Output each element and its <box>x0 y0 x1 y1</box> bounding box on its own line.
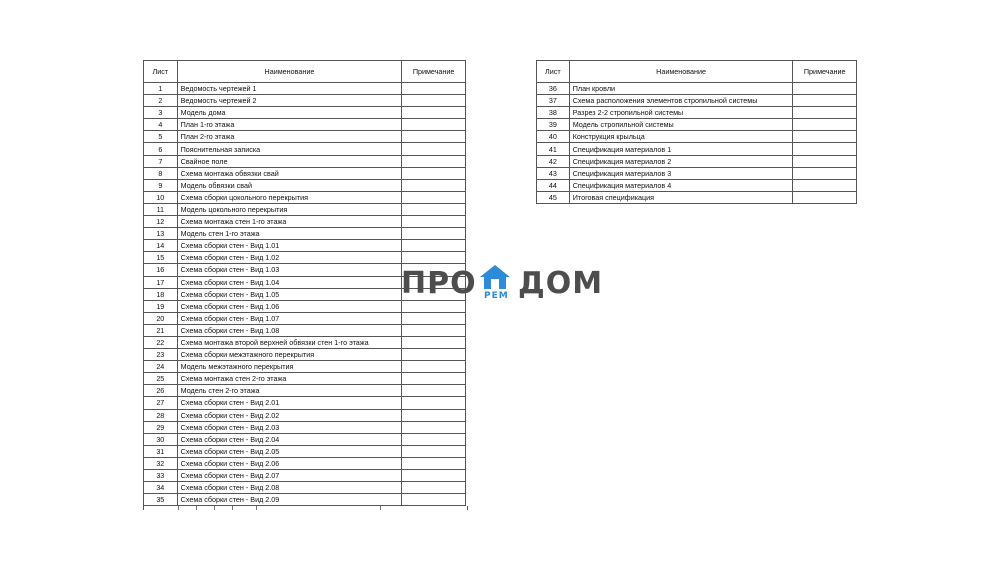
sheet-number: 15 <box>144 252 178 264</box>
table-row <box>144 143 466 155</box>
table-row <box>144 361 466 373</box>
table-row <box>144 119 466 131</box>
stub-line <box>196 506 197 510</box>
sheet-name: Схема монтажа второй верхней обвязки стен 1-го этажа <box>177 336 402 348</box>
header-note: Примечание <box>793 61 857 83</box>
sheet-note <box>402 457 466 469</box>
sheet-number: 18 <box>144 288 178 300</box>
sheet-name: Схема сборки стен - Вид 1.08 <box>177 324 402 336</box>
table-row <box>144 457 466 469</box>
sheet-number: 22 <box>144 336 178 348</box>
sheet-number: 42 <box>537 155 570 167</box>
table-row <box>144 131 466 143</box>
table-row <box>144 83 466 95</box>
sheet-name: Конструкция крыльца <box>569 131 793 143</box>
header-sheet: Лист <box>537 61 570 83</box>
sheet-name: Разрез 2-2 стропильной системы <box>569 107 793 119</box>
sheet-number: 39 <box>537 119 570 131</box>
sheet-note <box>402 324 466 336</box>
sheet-number: 41 <box>537 143 570 155</box>
sheet-note <box>402 385 466 397</box>
sheet-note <box>793 143 857 155</box>
sheet-name: Схема сборки стен - Вид 2.09 <box>177 494 402 506</box>
sheet-note <box>402 119 466 131</box>
sheet-name: Модель цокольного перекрытия <box>177 203 402 215</box>
table-row <box>537 191 857 203</box>
table-row <box>144 312 466 324</box>
table-row <box>144 397 466 409</box>
sheet-note <box>793 191 857 203</box>
sheet-name: Пояснительная записка <box>177 143 402 155</box>
table-row <box>537 119 857 131</box>
table-row <box>144 421 466 433</box>
table-row <box>537 95 857 107</box>
table-row <box>144 95 466 107</box>
sheet-note <box>402 312 466 324</box>
header-name: Наименование <box>177 61 402 83</box>
table-row <box>537 167 857 179</box>
sheet-number: 20 <box>144 312 178 324</box>
sheet-note <box>402 155 466 167</box>
house-icon <box>479 264 511 290</box>
sheet-number: 27 <box>144 397 178 409</box>
sheet-name: Модель стен 1-го этажа <box>177 228 402 240</box>
sheet-number: 12 <box>144 216 178 228</box>
table-row <box>144 433 466 445</box>
stub-line <box>214 506 215 510</box>
sheet-name: Схема сборки стен - Вид 1.03 <box>177 264 402 276</box>
sheet-note <box>402 216 466 228</box>
logo-small-text: РЕМ <box>484 291 509 301</box>
sheet-number: 11 <box>144 203 178 215</box>
sheet-number: 23 <box>144 349 178 361</box>
sheet-name: Свайное поле <box>177 155 402 167</box>
table-row <box>144 228 466 240</box>
header-sheet: Лист <box>144 61 178 83</box>
sheet-name: План 1-го этажа <box>177 119 402 131</box>
sheet-number: 6 <box>144 143 178 155</box>
sheet-number: 32 <box>144 457 178 469</box>
sheet-name: Схема расположения элементов стропильной системы <box>569 95 793 107</box>
stub-line <box>178 506 179 510</box>
sheet-number: 21 <box>144 324 178 336</box>
sheet-name: Модель стропильной системы <box>569 119 793 131</box>
table-row <box>144 203 466 215</box>
sheet-number: 29 <box>144 421 178 433</box>
sheet-note <box>402 470 466 482</box>
table-body-right <box>537 83 857 204</box>
sheet-number: 16 <box>144 264 178 276</box>
sheet-note <box>402 397 466 409</box>
table-row <box>144 470 466 482</box>
table-row <box>144 179 466 191</box>
logo-left-word: ПРО <box>401 266 477 301</box>
table-row <box>537 107 857 119</box>
drawing-list-table-right <box>536 60 857 204</box>
sheet-name: Схема монтажа обвязки свай <box>177 167 402 179</box>
sheet-number: 25 <box>144 373 178 385</box>
sheet-number: 14 <box>144 240 178 252</box>
sheet-name: Схема сборки стен - Вид 1.02 <box>177 252 402 264</box>
table-header-row <box>537 61 857 83</box>
table-row <box>144 494 466 506</box>
sheet-note <box>402 361 466 373</box>
stub-line <box>232 506 233 510</box>
table-continuation-stub <box>143 506 468 510</box>
sheet-name: Модель стен 2-го этажа <box>177 385 402 397</box>
sheet-note <box>402 373 466 385</box>
sheet-name: Спецификация материалов 2 <box>569 155 793 167</box>
sheet-name: Схема сборки стен - Вид 2.03 <box>177 421 402 433</box>
table-row <box>144 324 466 336</box>
table-row <box>144 482 466 494</box>
sheet-number: 9 <box>144 179 178 191</box>
sheet-name: План 2-го этажа <box>177 131 402 143</box>
table-row <box>144 409 466 421</box>
sheet-number: 40 <box>537 131 570 143</box>
sheet-name: Схема сборки стен - Вид 1.05 <box>177 288 402 300</box>
sheet-name: Схема сборки стен - Вид 2.08 <box>177 482 402 494</box>
sheet-note <box>402 421 466 433</box>
sheet-number: 38 <box>537 107 570 119</box>
sheet-note <box>402 143 466 155</box>
sheet-number: 3 <box>144 107 178 119</box>
sheet-note <box>402 228 466 240</box>
sheet-number: 30 <box>144 433 178 445</box>
sheet-number: 35 <box>144 494 178 506</box>
table-row <box>144 349 466 361</box>
sheet-note <box>402 409 466 421</box>
sheet-number: 37 <box>537 95 570 107</box>
sheet-number: 31 <box>144 445 178 457</box>
sheet-note <box>402 179 466 191</box>
prodom-logo <box>401 262 604 306</box>
sheet-number: 5 <box>144 131 178 143</box>
stub-line <box>256 506 257 510</box>
table-row <box>537 131 857 143</box>
sheet-note <box>402 131 466 143</box>
sheet-note <box>793 83 857 95</box>
table-row <box>537 83 857 95</box>
logo-right-word: ДОМ <box>518 266 604 301</box>
sheet-number: 10 <box>144 191 178 203</box>
sheet-name: Схема сборки стен - Вид 2.02 <box>177 409 402 421</box>
table-row <box>144 385 466 397</box>
sheet-name: Схема сборки стен - Вид 2.04 <box>177 433 402 445</box>
header-note: Примечание <box>402 61 466 83</box>
sheet-name: Схема сборки стен - Вид 2.01 <box>177 397 402 409</box>
table-row <box>537 179 857 191</box>
sheet-number: 43 <box>537 167 570 179</box>
table-row <box>144 167 466 179</box>
sheet-note <box>402 191 466 203</box>
sheet-note <box>793 131 857 143</box>
sheet-note <box>402 167 466 179</box>
header-name: Наименование <box>569 61 793 83</box>
sheet-note <box>402 482 466 494</box>
sheet-number: 44 <box>537 179 570 191</box>
sheet-name: Схема сборки стен - Вид 1.07 <box>177 312 402 324</box>
sheet-name: Схема сборки стен - Вид 2.05 <box>177 445 402 457</box>
sheet-note <box>793 95 857 107</box>
sheet-number: 8 <box>144 167 178 179</box>
sheet-number: 28 <box>144 409 178 421</box>
table-row <box>144 155 466 167</box>
sheet-name: Спецификация материалов 1 <box>569 143 793 155</box>
sheet-number: 36 <box>537 83 570 95</box>
table-row <box>537 143 857 155</box>
sheet-name: Схема сборки стен - Вид 1.04 <box>177 276 402 288</box>
sheet-note <box>402 349 466 361</box>
table-row <box>144 373 466 385</box>
stub-line <box>380 506 381 510</box>
sheet-name: Модель межэтажного перекрытия <box>177 361 402 373</box>
sheet-note <box>793 155 857 167</box>
sheet-name: Спецификация материалов 4 <box>569 179 793 191</box>
sheet-name: Ведомость чертежей 1 <box>177 83 402 95</box>
sheet-note <box>402 203 466 215</box>
sheet-note <box>402 336 466 348</box>
sheet-number: 34 <box>144 482 178 494</box>
sheet-number: 2 <box>144 95 178 107</box>
sheet-number: 19 <box>144 300 178 312</box>
sheet-note <box>402 494 466 506</box>
table-row <box>144 240 466 252</box>
sheet-name: Схема монтажа стен 2-го этажа <box>177 373 402 385</box>
sheet-name: Схема сборки стен - Вид 2.06 <box>177 457 402 469</box>
table-row <box>144 191 466 203</box>
sheet-note <box>402 83 466 95</box>
table-row <box>144 445 466 457</box>
sheet-number: 13 <box>144 228 178 240</box>
sheet-note <box>402 240 466 252</box>
sheet-number: 45 <box>537 191 570 203</box>
sheet-number: 17 <box>144 276 178 288</box>
table-row <box>144 336 466 348</box>
table-row <box>144 216 466 228</box>
sheet-name: Модель дома <box>177 107 402 119</box>
sheet-name: Схема сборки стен - Вид 1.06 <box>177 300 402 312</box>
sheet-name: План кровли <box>569 83 793 95</box>
sheet-note <box>793 179 857 191</box>
sheet-number: 4 <box>144 119 178 131</box>
sheet-note <box>793 107 857 119</box>
sheet-note <box>793 119 857 131</box>
sheet-number: 7 <box>144 155 178 167</box>
sheet-name: Ведомость чертежей 2 <box>177 95 402 107</box>
sheet-note <box>402 433 466 445</box>
sheet-number: 24 <box>144 361 178 373</box>
sheet-name: Спецификация материалов 3 <box>569 167 793 179</box>
sheet-number: 33 <box>144 470 178 482</box>
sheet-name: Схема сборки стен - Вид 2.07 <box>177 470 402 482</box>
sheet-note <box>793 167 857 179</box>
sheet-note <box>402 95 466 107</box>
sheet-name: Модель обвязки свай <box>177 179 402 191</box>
sheet-name: Схема сборки стен - Вид 1.01 <box>177 240 402 252</box>
sheet-number: 1 <box>144 83 178 95</box>
sheet-name: Схема монтажа стен 1-го этажа <box>177 216 402 228</box>
sheet-name: Схема сборки цокольного перекрытия <box>177 191 402 203</box>
sheet-number: 26 <box>144 385 178 397</box>
sheet-note <box>402 107 466 119</box>
sheet-note <box>402 445 466 457</box>
table-row <box>144 107 466 119</box>
sheet-name: Схема сборки межэтажного перекрытия <box>177 349 402 361</box>
sheet-name: Итоговая спецификация <box>569 191 793 203</box>
table-row <box>537 155 857 167</box>
table-header-row <box>144 61 466 83</box>
